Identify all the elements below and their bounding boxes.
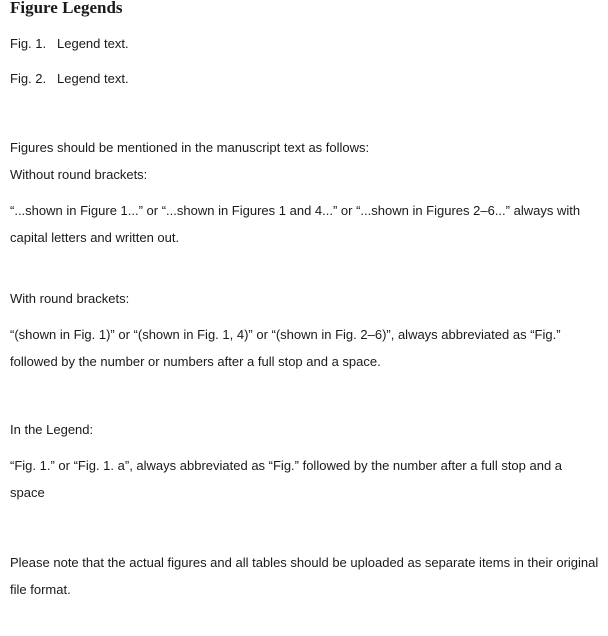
closing-note: Please note that the actual figures and all tables should be uploaded as separate items in their original file format. <box>10 555 599 597</box>
in-legend-text: “Fig. 1.” or “Fig. 1. a”, always abbreviated as “Fig.” followed by the number after a full stop and a space <box>10 458 563 500</box>
in-legend-title: In the Legend: <box>10 422 94 437</box>
without-brackets-title: Without round brackets: <box>10 167 148 182</box>
legend-text-1: Legend text. <box>57 36 129 51</box>
legend-label-2: Fig. 2. <box>10 71 47 86</box>
intro-text: Figures should be mentioned in the manuscript text as follows: <box>10 140 370 155</box>
legend-item-2 <box>10 70 129 88</box>
without-brackets-text: “...shown in Figure 1...” or “...shown in Figures 1 and 4...” or “...shown in Figures 2–6...” always with capital letters and written out. <box>10 203 581 245</box>
legend-label-1: Fig. 1. <box>10 36 47 51</box>
with-brackets-title: With round brackets: <box>10 291 130 306</box>
legend-item-1 <box>10 35 129 53</box>
section-heading: Figure Legends <box>10 0 123 17</box>
legend-text-2: Legend text. <box>57 71 129 86</box>
with-brackets-text: “(shown in Fig. 1)” or “(shown in Fig. 1, 4)” or “(shown in Fig. 2–6)”, always abbreviated as “Fig.” followed by the number or numbers after a full stop and a space. <box>10 327 561 369</box>
